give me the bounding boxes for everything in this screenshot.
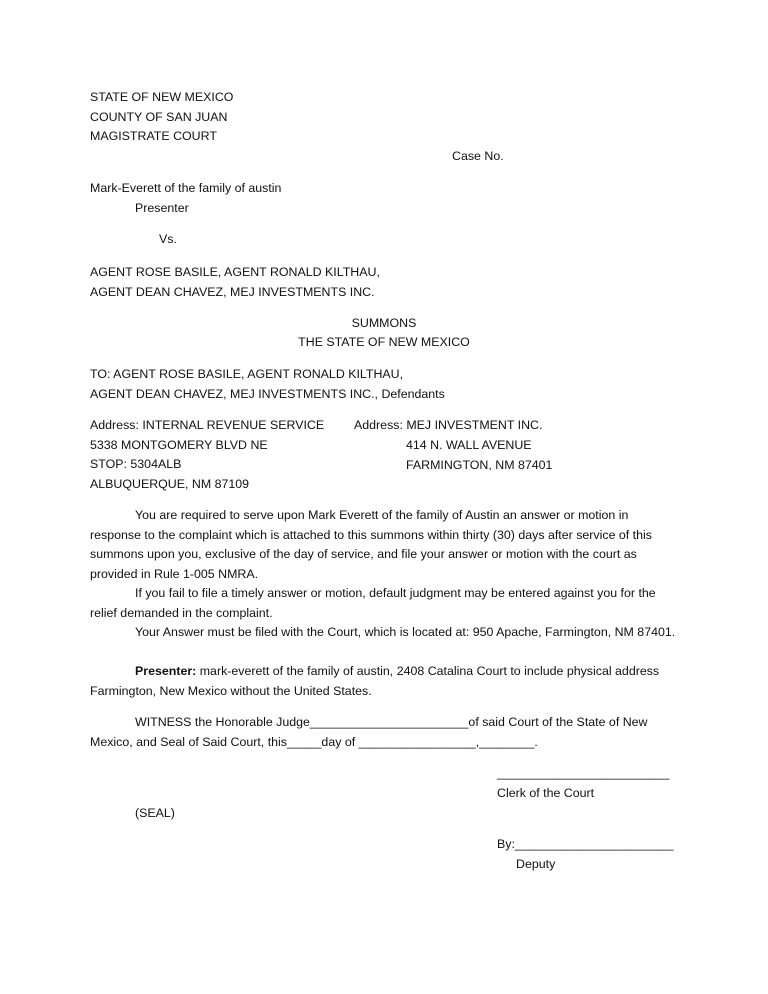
address-right-line3: FARMINGTON, NM 87401 [406, 457, 553, 472]
address-left [90, 416, 324, 494]
body-paragraph-2 [90, 584, 680, 623]
body-paragraph-3-text: Your Answer must be filed with the Court, which is located at: 950 Apache, Farmington, NM 87401. [135, 625, 676, 639]
versus-label: Vs. [159, 232, 177, 246]
body-paragraph-2-text: If you fail to file a timely answer or motion, default judgment may be entered against you for the relief demanded in the complaint. [90, 586, 656, 620]
deputy-label: Deputy [516, 857, 556, 871]
address-left-line4: ALBUQUERQUE, NM 87109 [90, 476, 250, 491]
body-paragraph-3 [90, 623, 680, 643]
document-subtitle: THE STATE OF NEW MEXICO [298, 335, 470, 349]
address-right [406, 436, 552, 475]
address-left-line2: 5338 MONTGOMERY BLVD NE [90, 437, 268, 452]
document-title: SUMMONS [351, 316, 417, 330]
witness-text: WITNESS the Honorable Judge_______________________of said Court of the State of New Mexico, and Seal of Said Court, this_____day of _________________,________. [90, 715, 648, 749]
court-header [90, 88, 233, 147]
court-header-court: MAGISTRATE COURT [90, 129, 217, 143]
body-paragraph-1-text: You are required to serve upon Mark Everett of the family of Austin an answer or motion in response to the complaint which is attached to this summons within thirty (30) days after service of this summons upon you, exclusive of the day of service, and file your answer or motion with the court as provided in Rule 1-005 NMRA. [90, 508, 652, 581]
to-block [90, 365, 445, 404]
clerk-signature-line: _________________________ [497, 766, 670, 780]
to-line2: AGENT DEAN CHAVEZ, MEJ INVESTMENTS INC., Defendants [90, 386, 445, 401]
to-line1: TO: AGENT ROSE BASILE, AGENT RONALD KILTHAU, [90, 367, 404, 381]
court-header-county: COUNTY OF SAN JUAN [90, 109, 228, 124]
address-right-line2: 414 N. WALL AVENUE [406, 438, 532, 452]
presenter-name: Mark-Everett of the family of austin [90, 181, 282, 195]
clerk-label: Clerk of the Court [497, 786, 595, 800]
presenter-label: Presenter: [135, 664, 197, 678]
defendants-caption-line2: AGENT DEAN CHAVEZ, MEJ INVESTMENTS INC. [90, 284, 375, 299]
case-no-label: Case No. [452, 149, 504, 163]
body-paragraph-4 [90, 662, 680, 701]
witness-paragraph [90, 713, 680, 752]
deputy-signature-line: By:_______________________ [497, 837, 674, 851]
body-paragraph-1 [90, 506, 680, 584]
seal-label: (SEAL) [135, 806, 175, 820]
address-right-line1: Address: MEJ INVESTMENT INC. [354, 418, 543, 432]
address-left-line1: Address: INTERNAL REVENUE SERVICE [90, 418, 325, 432]
defendants-caption-line1: AGENT ROSE BASILE, AGENT RONALD KILTHAU, [90, 265, 380, 279]
court-header-state: STATE OF NEW MEXICO [90, 90, 234, 104]
defendants-caption [90, 263, 380, 302]
presenter-role: Presenter [135, 201, 189, 215]
address-left-line3: STOP: 5304ALB [90, 457, 182, 471]
body-paragraph-4-text: mark-everett of the family of austin, 2408 Catalina Court to include physical address Farmington, New Mexico without the United States. [90, 664, 660, 698]
